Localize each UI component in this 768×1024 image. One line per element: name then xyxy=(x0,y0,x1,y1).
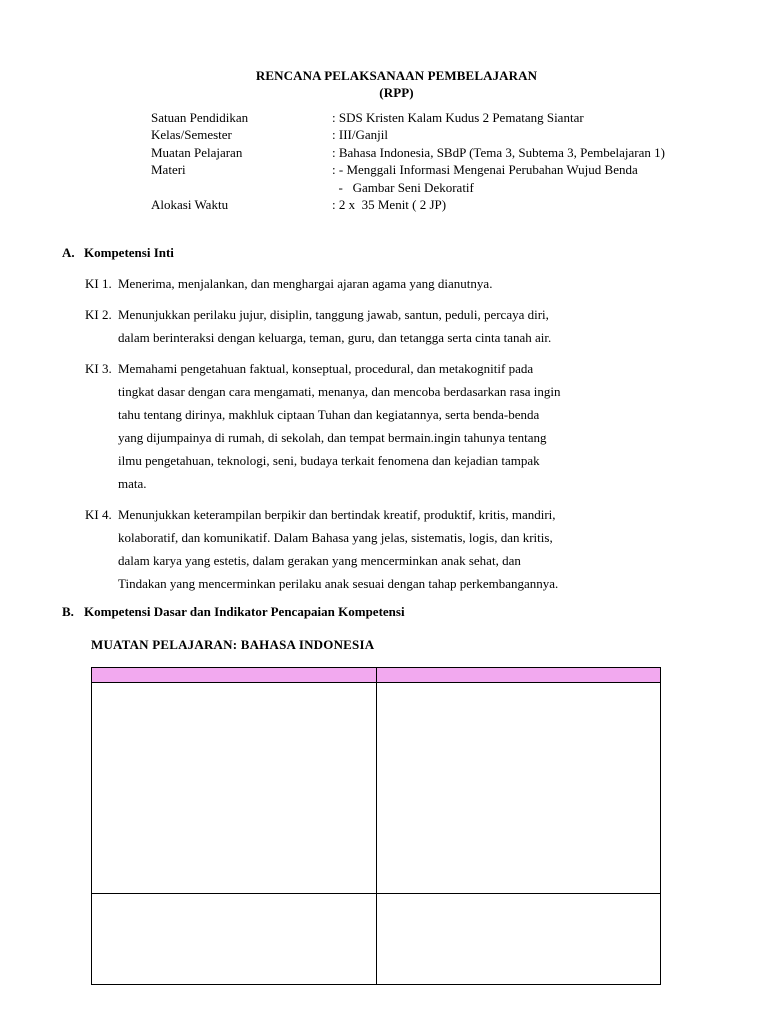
ki-4-line: dalam karya yang estetis, dalam gerakan yang mencerminkan anak sehat, dan xyxy=(118,553,521,568)
info-value-kelas: : III/Ganjil xyxy=(332,127,388,142)
table-cell xyxy=(92,683,377,893)
muatan-subheading: MUATAN PELAJARAN: BAHASA INDONESIA xyxy=(91,637,375,652)
info-label-muatan: Muatan Pelajaran xyxy=(151,145,243,160)
section-b-title: Kompetensi Dasar dan Indikator Pencapaian Kompetensi xyxy=(84,604,405,619)
ki-1-line: Menerima, menjalankan, dan menghargai ajaran agama yang dianutnya. xyxy=(118,276,493,291)
competency-table-header xyxy=(91,667,661,683)
ki-4-number: KI 4. xyxy=(85,507,112,522)
table-row xyxy=(92,894,660,984)
ki-2-line: Menunjukkan perilaku jujur, disiplin, tanggung jawab, santun, peduli, percaya diri, xyxy=(118,307,549,322)
ki-4-line: Menunjukkan keterampilan berpikir dan bertindak kreatif, produktif, kritis, mandiri, xyxy=(118,507,556,522)
section-a-title: Kompetensi Inti xyxy=(84,245,174,260)
ki-3-line: Memahami pengetahuan faktual, konseptual, procedural, dan metakognitif pada xyxy=(118,361,534,376)
ki-3-line: yang dijumpainya di rumah, di sekolah, dan tempat bermain.ingin tahunya tentang xyxy=(118,430,547,445)
ki-4-line: Tindakan yang mencerminkan perilaku anak sesuai dengan tahap perkembangannya. xyxy=(118,576,559,591)
section-b-heading xyxy=(62,604,405,620)
ki-2-number: KI 2. xyxy=(85,307,112,322)
ki-3-line: tingkat dasar dengan cara mengamati, menanya, dan mencoba berdasarkan rasa ingin xyxy=(118,384,561,399)
section-a-heading xyxy=(62,245,174,261)
document-title: RENCANA PELAKSANAAN PEMBELAJARAN xyxy=(255,68,538,83)
ki-4-line: kolaboratif, dan komunikatif. Dalam Bahasa yang jelas, sistematis, logis, dan kritis, xyxy=(118,530,553,545)
info-value-satuan: : SDS Kristen Kalam Kudus 2 Pematang Siantar xyxy=(332,110,584,125)
document-subtitle: (RPP) xyxy=(379,85,414,100)
section-a-letter: A. xyxy=(62,245,75,260)
table-row xyxy=(92,683,660,894)
table-cell xyxy=(377,683,661,893)
ki-3-line: mata. xyxy=(118,476,147,491)
ki-3-line: tahu tentang dirinya, makhluk ciptaan Tuhan dan kegiatannya, serta benda-benda xyxy=(118,407,540,422)
info-value-muatan: : Bahasa Indonesia, SBdP (Tema 3, Subtema 3, Pembelajaran 1) xyxy=(332,145,665,160)
table-cell xyxy=(92,894,377,984)
ki-2-line: dalam berinteraksi dengan keluarga, teman, guru, dan tetangga serta cinta tanah air. xyxy=(118,330,552,345)
info-value-alokasi: : 2 x 35 Menit ( 2 JP) xyxy=(332,197,447,212)
section-b-letter: B. xyxy=(62,604,74,619)
table-header-cell xyxy=(377,668,661,682)
info-value-materi-1: : - Menggali Informasi Mengenai Perubahan Wujud Benda xyxy=(332,162,638,177)
info-label-satuan: Satuan Pendidikan xyxy=(151,110,249,125)
competency-table xyxy=(91,683,661,985)
table-header-cell xyxy=(92,668,377,682)
info-label-alokasi: Alokasi Waktu xyxy=(151,197,229,212)
ki-1-number: KI 1. xyxy=(85,276,112,291)
info-label-kelas: Kelas/Semester xyxy=(151,127,232,142)
table-cell xyxy=(377,894,661,984)
info-value-materi-2: - Gambar Seni Dekoratif xyxy=(332,180,474,195)
ki-3-line: ilmu pengetahuan, teknologi, seni, budaya terkait fenomena dan kejadian tampak xyxy=(118,453,540,468)
ki-3-number: KI 3. xyxy=(85,361,112,376)
info-label-materi: Materi xyxy=(151,162,186,177)
